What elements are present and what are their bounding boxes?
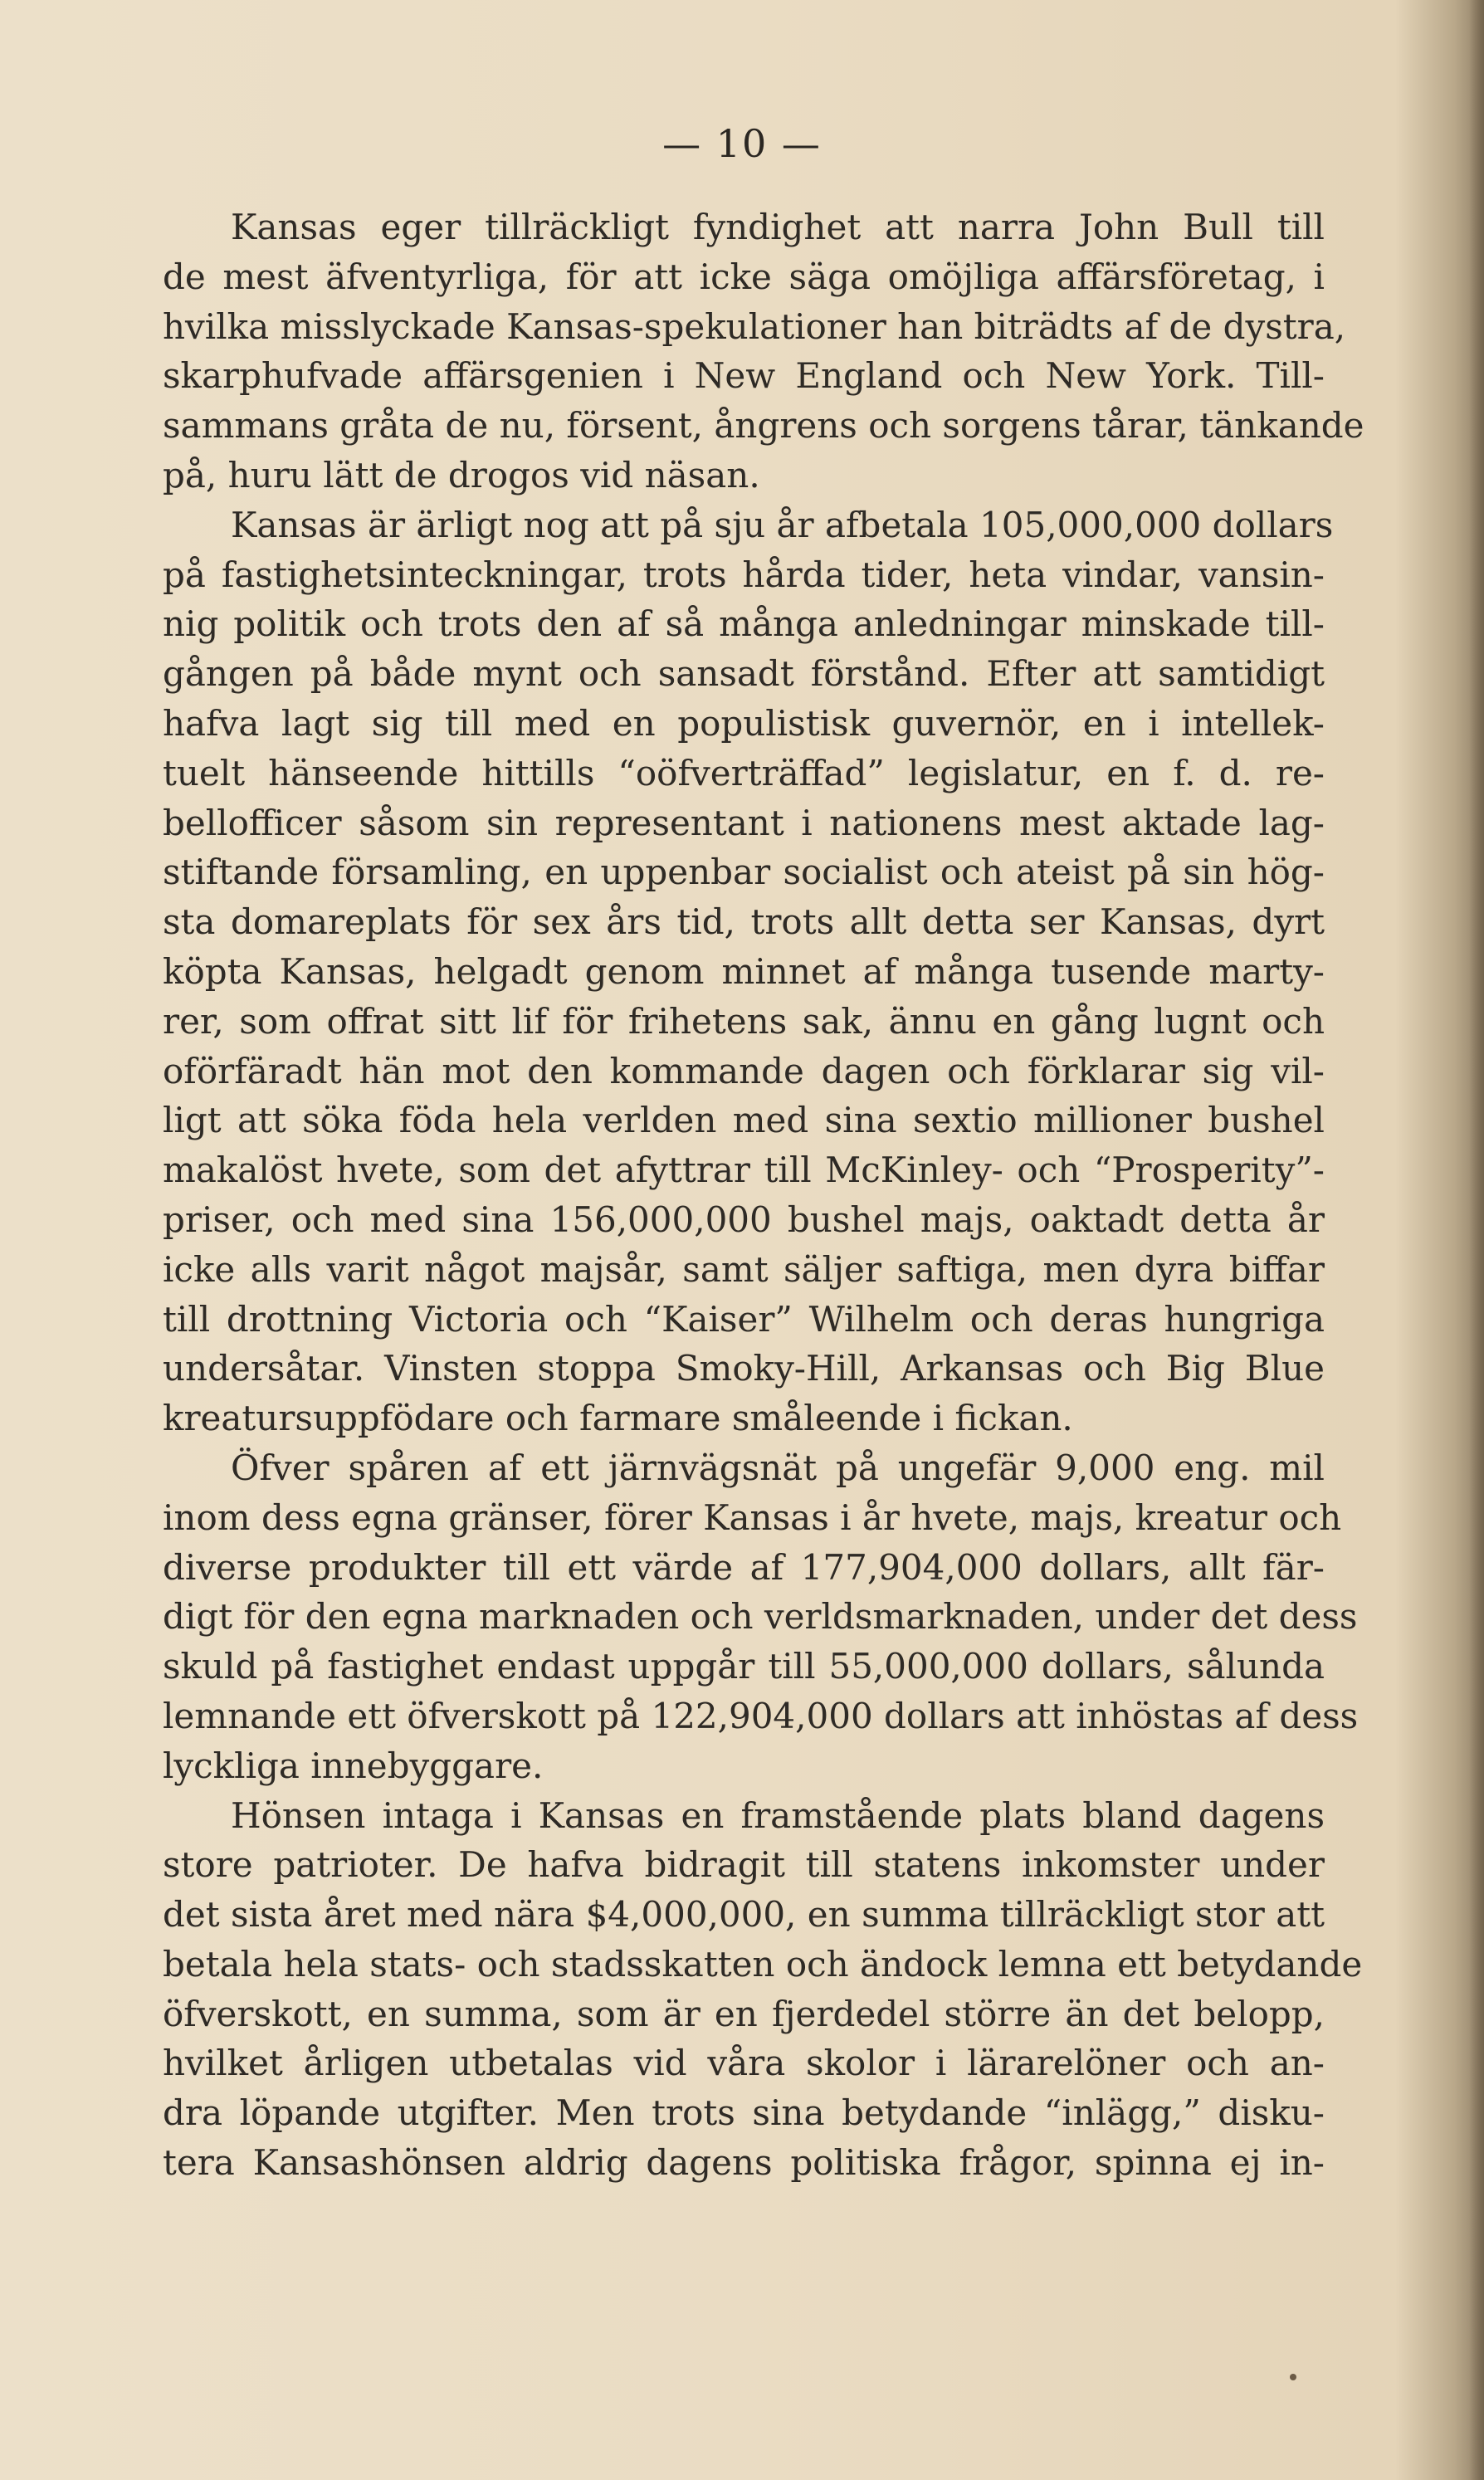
- text-line: ligt att söka föda hela verlden med sina sextio millioner bushel: [163, 1100, 1325, 1141]
- text-line: på, huru lätt de drogos vid näsan.: [163, 454, 760, 496]
- text-line: lyckliga innebyggare.: [163, 1745, 544, 1786]
- text-line: på fastighetsinteckningar, trots hårda tider, heta vindar, vansin-: [163, 554, 1325, 595]
- text-line: makalöst hvete, som det afyttrar till McKinley- och “Prosperity”-: [163, 1150, 1325, 1191]
- text-line: Kansas är ärligt nog att på sju år afbetala 105,000,000 dollars: [231, 504, 1334, 545]
- text-line: Kansas eger tillräckligt fyndighet att narra John Bull till: [231, 207, 1325, 247]
- text-line: Hönsen intaga i Kansas en framstående plats bland dagens: [231, 1794, 1325, 1836]
- ink-speck: [1290, 2374, 1296, 2380]
- text-line: skuld på fastighet endast uppgår till 55,000,000 dollars, sålunda: [163, 1646, 1325, 1687]
- text-line: gången på både mynt och sansadt förstånd. Efter att samtidigt: [163, 653, 1325, 695]
- text-line: stiftande församling, en uppenbar socialist och ateist på sin hög-: [163, 852, 1325, 893]
- text-line: digt för den egna marknaden och verldsmarknaden, under det dess: [163, 1596, 1358, 1638]
- text-line: dra löpande utgifter. Men trots sina betydande “inlägg,” disku-: [163, 2092, 1325, 2134]
- text-line: hvilket årligen utbetalas vid våra skolor i lärarelöner och an-: [163, 2043, 1325, 2084]
- text-line: inom dess egna gränser, förer Kansas i år hvete, majs, kreatur och: [163, 1496, 1342, 1538]
- text-line: sta domareplats för sex års tid, trots allt detta ser Kansas, dyrt: [163, 901, 1325, 943]
- text-line: Öfver spåren af ett järnvägsnät på ungefär 9,000 eng. mil: [231, 1447, 1325, 1488]
- text-line: icke alls varit något majsår, samt säljer saftiga, men dyra biffar: [163, 1248, 1325, 1290]
- text-line: diverse produkter till ett värde af 177,904,000 dollars, allt fär-: [163, 1546, 1325, 1588]
- page-edge-shadow: [1469, 0, 1484, 2480]
- page-number: — 10 —: [662, 121, 822, 166]
- text-line: hvilka misslyckade Kansas-spekulationer han biträdts af de dystra,: [163, 305, 1346, 347]
- text-line: tera Kansashönsen aldrig dagens politiska frågor, spinna ej in-: [163, 2142, 1325, 2184]
- text-line: öfverskott, en summa, som är en fjerdedel större än det belopp,: [163, 1993, 1325, 2034]
- text-line: priser, och med sina 156,000,000 bushel majs, oaktadt detta år: [163, 1199, 1325, 1240]
- text-line: lemnande ett öfverskott på 122,904,000 dollars att inhöstas af dess: [163, 1695, 1359, 1736]
- text-line: bellofficer såsom sin representant i nationens mest aktade lag-: [163, 802, 1325, 843]
- text-line: det sista året med nära $4,000,000, en summa tillräckligt stor att: [163, 1894, 1325, 1936]
- text-line: betala hela stats- och stadsskatten och ändock lemna ett betydande: [163, 1943, 1363, 1984]
- body-text: [163, 203, 1364, 2188]
- text-line: hafva lagt sig till med en populistisk guvernör, en i intellek-: [163, 702, 1325, 744]
- text-line: oförfäradt hän mot den kommande dagen och förklarar sig vil-: [163, 1050, 1325, 1091]
- text-line: tuelt hänseende hittills “oöfverträffad” legislatur, en f. d. re-: [163, 752, 1325, 793]
- text-line: till drottning Victoria och “Kaiser” Wilhelm och deras hungriga: [163, 1298, 1325, 1340]
- text-line: nig politik och trots den af så många anledningar minskade till-: [163, 603, 1325, 645]
- text-line: sammans gråta de nu, försent, ångrens och sorgens tårar, tänkande: [163, 405, 1364, 447]
- text-line: rer, som offrat sitt lif för frihetens sak, ännu en gång lugnt och: [163, 1000, 1325, 1042]
- text-line: undersåtar. Vinsten stoppa Smoky-Hill, Arkansas och Big Blue: [163, 1348, 1325, 1389]
- text-line: skarphufvade affärsgenien i New England och New York. Till-: [163, 355, 1325, 397]
- text-line: kreatursuppfödare och farmare småleende i fickan.: [163, 1398, 1073, 1439]
- text-line: köpta Kansas, helgadt genom minnet af många tusende marty-: [163, 950, 1325, 992]
- text-line: de mest äfventyrliga, för att icke säga omöjliga affärsföretag, i: [163, 256, 1325, 297]
- text-line: store patrioter. De hafva bidragit till statens inkomster under: [163, 1844, 1325, 1886]
